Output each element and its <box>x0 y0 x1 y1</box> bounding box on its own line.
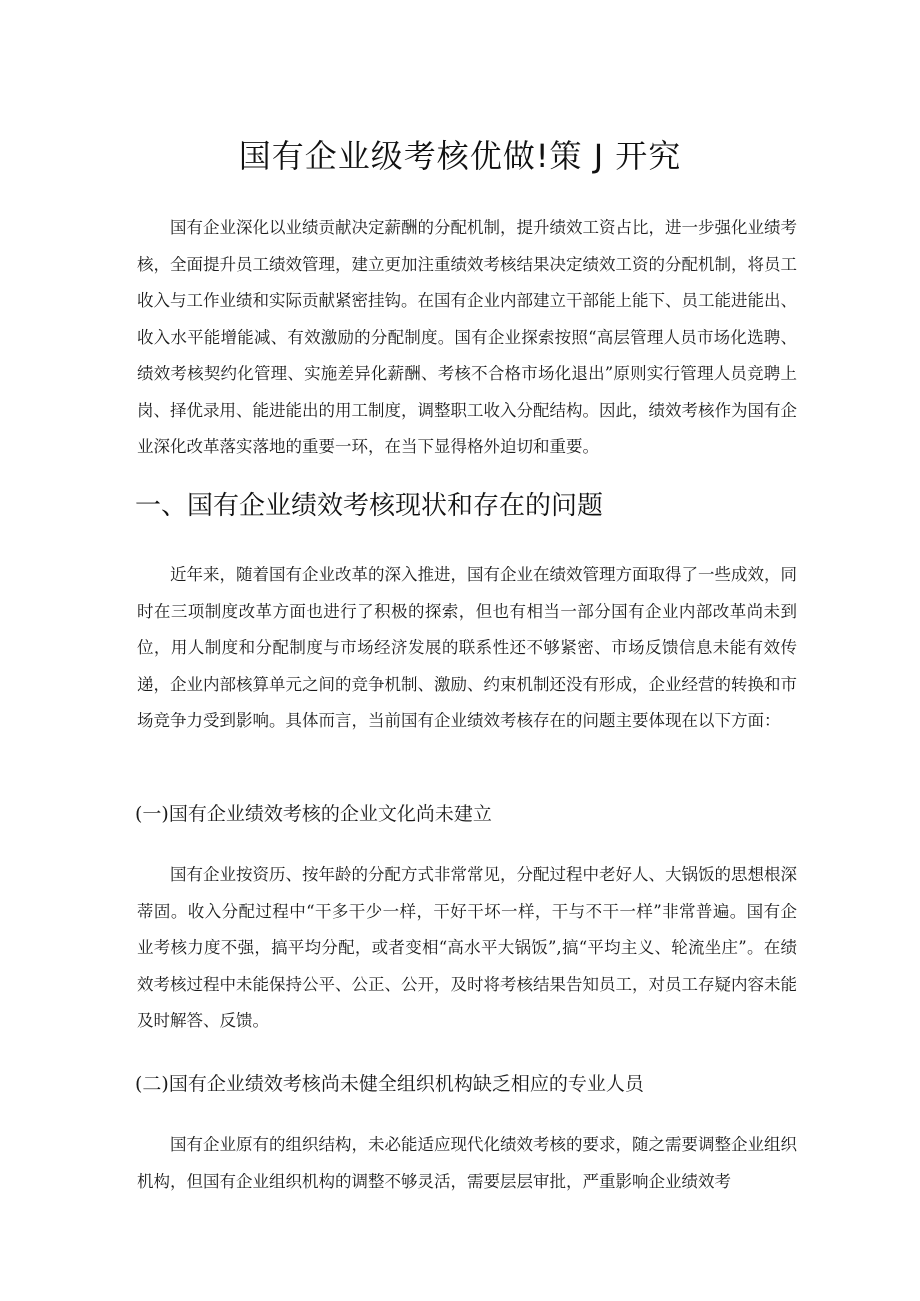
section-1-paragraph: 近年来，随着国有企业改革的深入推进，国有企业在绩效管理方面取得了一些成效，同时在三项制度改革方面也进行了积极的探索，但也有相当一部分国有企业内部改革尚未到位，用人制度和分配制度与市场经济发展的联系性还不够紧密、市场反馈信息未能有效传递，企业内部核算单元之间的竞争机制、激励、约束机制还没有形成，企业经营的转换和市场竞争力受到影响。具体而言，当前国有企业绩效考核存在的问题主要体现在以下方面： <box>137 565 797 730</box>
document-title: 国有企业级考核优做!策 J 开究 <box>238 137 682 175</box>
section-heading-1: 一、国有企业绩效考核现状和存在的问题 <box>135 491 604 521</box>
subsection-1-paragraph: 国有企业按资历、按年龄的分配方式非常常见，分配过程中老好人、大锅饭的思想根深蒂固。收入分配过程中“干多干少一样，干好干坏一样，干与不干一样”非常普遍。国有企业考核力度不强，搞平均分配，或者变相“高水平大锅饭”,搞“平均主义、轮流坐庄”。在绩效考核过程中未能保持公平、公正、公开，及时将考核结果告知员工，对员工存疑内容未能及时解答、反馈。 <box>137 865 797 1030</box>
subsection-heading-2: (二)国有企业绩效考核尚未健全组织机构缺乏相应的专业人员 <box>135 1073 644 1095</box>
subsection-heading-1: (一)国有企业绩效考核的企业文化尚未建立 <box>135 803 492 825</box>
intro-paragraph: 国有企业深化以业绩贡献决定薪酬的分配机制，提升绩效工资占比，进一步强化业绩考核，全面提升员工绩效管理，建立更加注重绩效考核结果决定绩效工资的分配机制，将员工收入与工作业绩和实际贡献紧密挂钩。在国有企业内部建立干部能上能下、员工能进能出、收入水平能增能减、有效激励的分配制度。国有企业探索按照“高层管理人员市场化选聘、绩效考核契约化管理、实施差异化薪酬、考核不合格市场化退出”原则实行管理人员竞聘上岗、择优录用、能进能出的用工制度，调整职工收入分配结构。因此，绩效考核作为国有企业深化改革落实落地的重要一环，在当下显得格外迫切和重要。 <box>137 218 797 456</box>
subsection-2-paragraph: 国有企业原有的组织结构，未必能适应现代化绩效考核的要求，随之需要调整企业组织机构，但国有企业组织机构的调整不够灵活，需要层层审批，严重影响企业绩效考 <box>137 1135 797 1191</box>
